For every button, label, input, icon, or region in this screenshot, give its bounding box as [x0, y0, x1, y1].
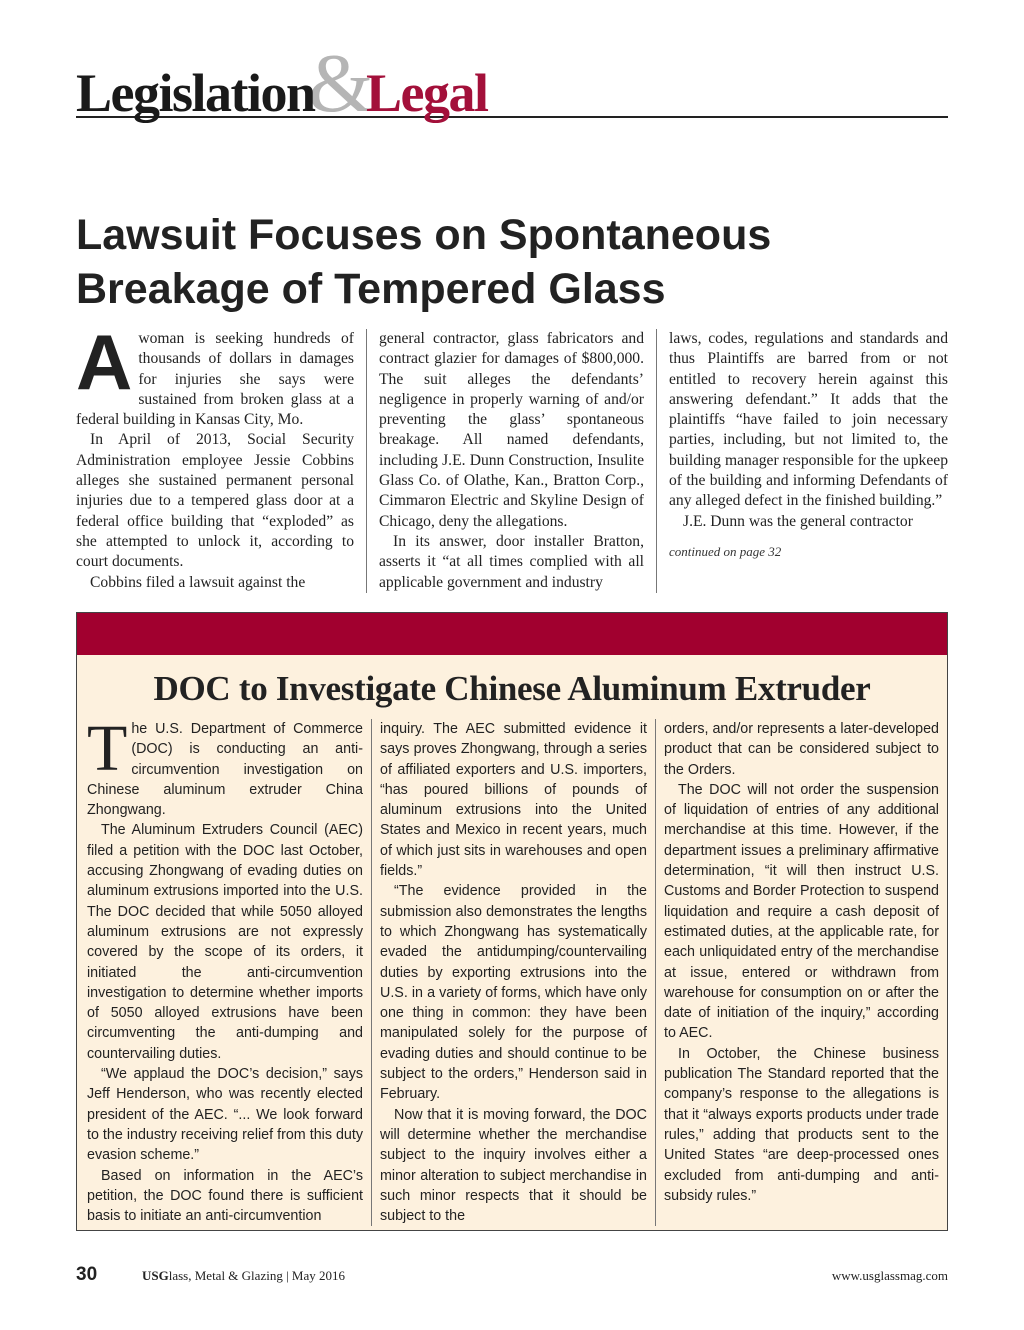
sidebar-paragraph: inquiry. The AEC submitted evidence it says proves Zhongwang, through a series of affiliated exporters and U.S. importers, “has poured billions of pounds of aluminum extrusions into the United States and Mexico in recent years, much of which just sits in warehouses and open fields.” [380, 721, 647, 880]
article-paragraph: Cobbins filed a lawsuit against the [90, 573, 306, 591]
sidebar-paragraph: The U.S. Department of Commerce (DOC) is conducting an anti-circumvention investigation on Chinese aluminum extruder China Zhongwang. [87, 712, 363, 819]
sidebar-column-2 [371, 719, 655, 1226]
article-headline: Lawsuit Focuses on Spontaneous Breakage of Tempered Glass [76, 211, 772, 313]
sidebar-paragraph: The Aluminum Extruders Council (AEC) filed a petition with the DOC last October, accusing Zhongwang of evading duties on aluminum extrusions imported into the U.S. The DOC decided that while 5050 alloyed aluminum extrusions are not expressly covered by the scope of its orders, it initiated the anti-circumvention investigation to determine whether imports of 5050 alloyed extrusions have been circumventing the anti-dumping and countervailing duties. [87, 822, 363, 1062]
section-title-legislation: Legislation [76, 63, 315, 123]
article-paragraph: general contractor, glass fabricators and contract glazier for damages of $800,000. The suit alleges the defendants’ negligence in properly warning of and/or preventing the glass’ spontaneous breakage. All named defendants, including J.E. Dunn Construction, Insulite Glass Co. of Olathe, Kan., Bratton Corp., Cimmaron Electric and Skyline Design of Chicago, deny the allegations. [379, 330, 644, 530]
sidebar-color-band [77, 613, 947, 655]
section-header [76, 37, 948, 130]
drop-cap: T [87, 712, 128, 785]
publication-line [142, 1268, 345, 1284]
publication-brand: USG [142, 1268, 169, 1283]
page-number: 30 [76, 1264, 98, 1285]
sidebar-headline: DOC to Investigate Chinese Aluminum Extruder [153, 669, 871, 708]
sidebar-body [87, 712, 939, 1226]
drop-cap: A [76, 318, 133, 406]
sidebar-column-1 [87, 712, 371, 1226]
article-column-3 [656, 329, 948, 593]
sidebar-column-3 [655, 719, 939, 1226]
article-paragraph: laws, codes, regulations and standards and thus Plaintiffs are barred from or not entitled to recovery herein against this answering defendant.” It adds that the plaintiffs “have failed to join necessary parties, including, but not limited to, the building manager responsible for the upkeep of the building and informing Defendants of any alleged defect in the finished building.” [669, 330, 948, 510]
article-paragraph: In April of 2013, Social Security Administration employee Jessie Cobbins alleges she sustained permanent personal injuries due to a tempered glass door at a federal office building that “exploded” as she attempted to unlock it, according to court documents. [76, 431, 354, 571]
website-url[interactable]: www.usglassmag.com [831, 1268, 948, 1283]
continued-jump-line: continued on page 32 [669, 543, 782, 559]
article-column-1 [76, 318, 366, 593]
sidebar-box [76, 612, 948, 1231]
article-paragraph: Awoman is seeking hundreds of thousands of dollars in damages for injuries she says were sustained from broken glass at a federal building in Kansas City, Mo. [76, 318, 354, 429]
sidebar-paragraph: In October, the Chinese business publication The Standard reported that the company’s response to the allegations is that it “always exports products under trade rules,” adding that products sent to the United States “are deep-processed ones excluded from anti-dumping and anti-subsidy rules.” [664, 1045, 939, 1204]
page-footer [76, 1264, 948, 1288]
article-column-2 [366, 329, 656, 593]
sidebar-paragraph: “The evidence provided in the submission also demonstrates the lengths to which Zhongwang has systematically evaded the antidumping/countervailing duties by exporting extrusions into the U.S. in a variety of forms, which have only one thing in common: they have been manipulated solely for the purpose of evading duties and should continue to be subject to the orders,” Henderson said in February. [380, 883, 647, 1103]
sidebar-paragraph: Now that it is moving forward, the DOC will determine whether the merchandise subject to the inquiry involves either a minor alteration to subject merchandise in such minor respects that it should be subject to the [380, 1106, 647, 1225]
publication-issue: lass, Metal & Glazing | May 2016 [168, 1268, 346, 1283]
section-ampersand: & [308, 37, 374, 130]
sidebar-paragraph: The DOC will not order the suspension of liquidation of entries of any additional merchandise at this time. However, if the department issues a preliminary affirmative determination, “it will then instruct U.S. Customs and Border Protection to suspend liquidation and require a cash deposit of estimated duties, at the applicable rate, for each unliquidated entry of the merchandise at issue, entered or withdrawn from warehouse for consumption on or after the date of initiation of the inquiry,” according to AEC. [664, 781, 939, 1042]
sidebar-paragraph: Based on information in the AEC’s petition, the DOC found there is sufficient basis to initiate an anti-circumvention [87, 1167, 363, 1225]
article-paragraph: In its answer, door installer Bratton, asserts it “at all times complied with all applicable government and industry [379, 532, 644, 591]
sidebar-paragraph: orders, and/or represents a later-developed product that can be considered subject to the Orders. [664, 721, 939, 778]
section-title-legal: Legal [366, 63, 488, 123]
sidebar-paragraph: “We applaud the DOC’s decision,” says Jeff Henderson, who was recently elected president of the AEC. “... We look forward to the industry receiving relief from this duty evasion scheme.” [87, 1066, 363, 1164]
article-paragraph: J.E. Dunn was the general contractor [683, 512, 913, 530]
article-body [76, 318, 948, 593]
